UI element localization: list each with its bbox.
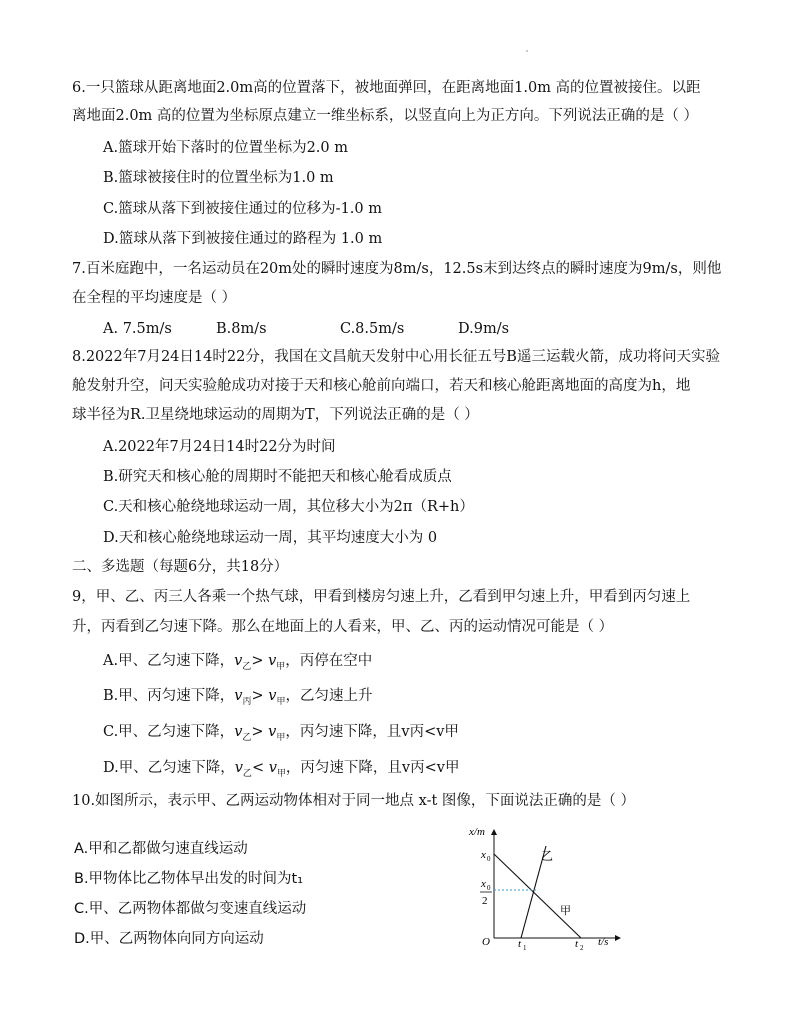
q8-option-b: B.研究天和核心舱的周期时不能把天和核心舱看成质点: [103, 469, 452, 485]
section-heading: 二、多选题（每题6分，共18分）: [72, 559, 289, 575]
q6-option-a: A.篮球开始下落时的位置坐标为2.0 m: [103, 140, 348, 156]
q7-option-c: C.8.5m/s: [340, 321, 405, 337]
q9-option-a: A.甲、乙匀速下降，$v_乙> v_甲$，丙停在空中: [103, 653, 373, 672]
x0-subscript: 0: [487, 855, 491, 863]
page-speck: [526, 50, 528, 52]
q9-option-d-tail: v丙<v甲: [401, 760, 460, 776]
q7-option-b: B.8m/s: [216, 321, 267, 337]
q8-stem-line3: 球半径为R.卫星绕地球运动的周期为T，下列说法正确的是（ ）: [72, 407, 479, 423]
t1-subscript: 1: [523, 944, 527, 950]
q8-option-c: C.天和核心舱绕地球运动一周，其位移大小为2π（R+h）: [103, 499, 474, 515]
x-axis-label: t/s: [598, 936, 609, 948]
half-x0-numerator-sub: 0: [487, 884, 491, 892]
t2-subscript: 2: [580, 944, 584, 950]
q7-stem-line1: 7.百米庭跑中，一名运动员在20m处的瞬时速度为8m/s，12.5s末到达终点的瞬时速度为9m/s，则他: [72, 261, 722, 277]
q7-option-a: A. 7.5m/s: [103, 321, 172, 337]
q9-option-c: C.甲、乙匀速下降，$v_乙> v_甲$，丙匀速下降，且v丙<v甲: [103, 724, 459, 743]
x0-label: x: [481, 849, 486, 861]
line-jia: [494, 854, 581, 938]
q10-option-a: A.甲和乙都做匀速直线运动: [74, 841, 248, 857]
t2-label: t: [575, 938, 579, 950]
q8-option-d: D.天和核心舱绕地球运动一周，其平均速度大小为 0: [103, 530, 438, 546]
q8-stem-line1: 8.2022年7月24日14时22分，我国在文昌航天发射中心用长征五号B遥三运载火箭，成功将问天实验: [72, 349, 720, 365]
q10-option-d: D.甲、乙两物体向同方向运动: [74, 931, 264, 947]
q10-option-b: B.甲物体比乙物体早出发的时间为t₁: [74, 871, 304, 887]
q9-option-c-tail: v丙<v甲: [401, 724, 459, 740]
q6-stem-line1: 6.一只篮球从距离地面2.0m高的位置落下，被地面弹回，在距离地面1.0m 高的位置被接住。以距: [72, 80, 701, 96]
q8-stem-line2: 舱发射升空，问天实验舱成功对接于天和核心舱前向端口，若天和核心舱距离地面的高度为h，地: [72, 378, 691, 394]
y-axis-label: x/m: [469, 826, 485, 838]
origin-label: O: [482, 936, 490, 948]
yi-label: 乙: [541, 849, 554, 863]
q10-stem: 10.如图所示，表示甲、乙两运动物体相对于同一地点 x-t 图像，下面说法正确的是（ ）: [72, 793, 636, 809]
q10-option-c: C.甲、乙两物体都做匀变速直线运动: [74, 901, 307, 917]
q7-option-d: D.9m/s: [458, 321, 510, 337]
jia-label: 甲: [560, 905, 571, 917]
q7-stem-line2: 在全程的平均速度是（ ）: [72, 290, 237, 306]
q6-stem-line2: 离地面2.0m 高的位置为坐标原点建立一维坐标系，以竖直向上为正方向。下列说法正确的是（ ）: [72, 108, 699, 124]
q6-option-d: D.篮球从落下到被接住通过的路程为 1.0 m: [103, 231, 383, 247]
half-x0-denominator: 2: [482, 895, 488, 907]
t1-label: t: [518, 938, 522, 950]
q9-stem-line1: 9，甲、乙、丙三人各乘一个热气球，甲看到楼房匀速上升，乙看到甲匀速上升，甲看到丙匀速上: [72, 589, 691, 605]
q9-stem-line2: 升，丙看到乙匀速下降。那么在地面上的人看来，甲、乙、丙的运动情况可能是（ ）: [72, 619, 614, 635]
half-x0-numerator: x: [481, 878, 486, 890]
q9-option-d: D.甲、乙匀速下降，$v_乙< v_甲$，丙匀速下降，且v丙<v甲: [103, 760, 460, 779]
q8-option-a: A.2022年7月24日14时22分为时间: [103, 439, 336, 455]
q6-option-c: C.篮球从落下到被接住通过的位移为-1.0 m: [103, 201, 383, 217]
q6-option-b: B.篮球被接住时的位置坐标为1.0 m: [103, 170, 334, 186]
xt-graph: [462, 820, 632, 950]
q7-options: [103, 319, 509, 339]
q9-option-b: B.甲、丙匀速下降，$v_丙> v_甲$，乙匀速上升: [103, 688, 373, 707]
